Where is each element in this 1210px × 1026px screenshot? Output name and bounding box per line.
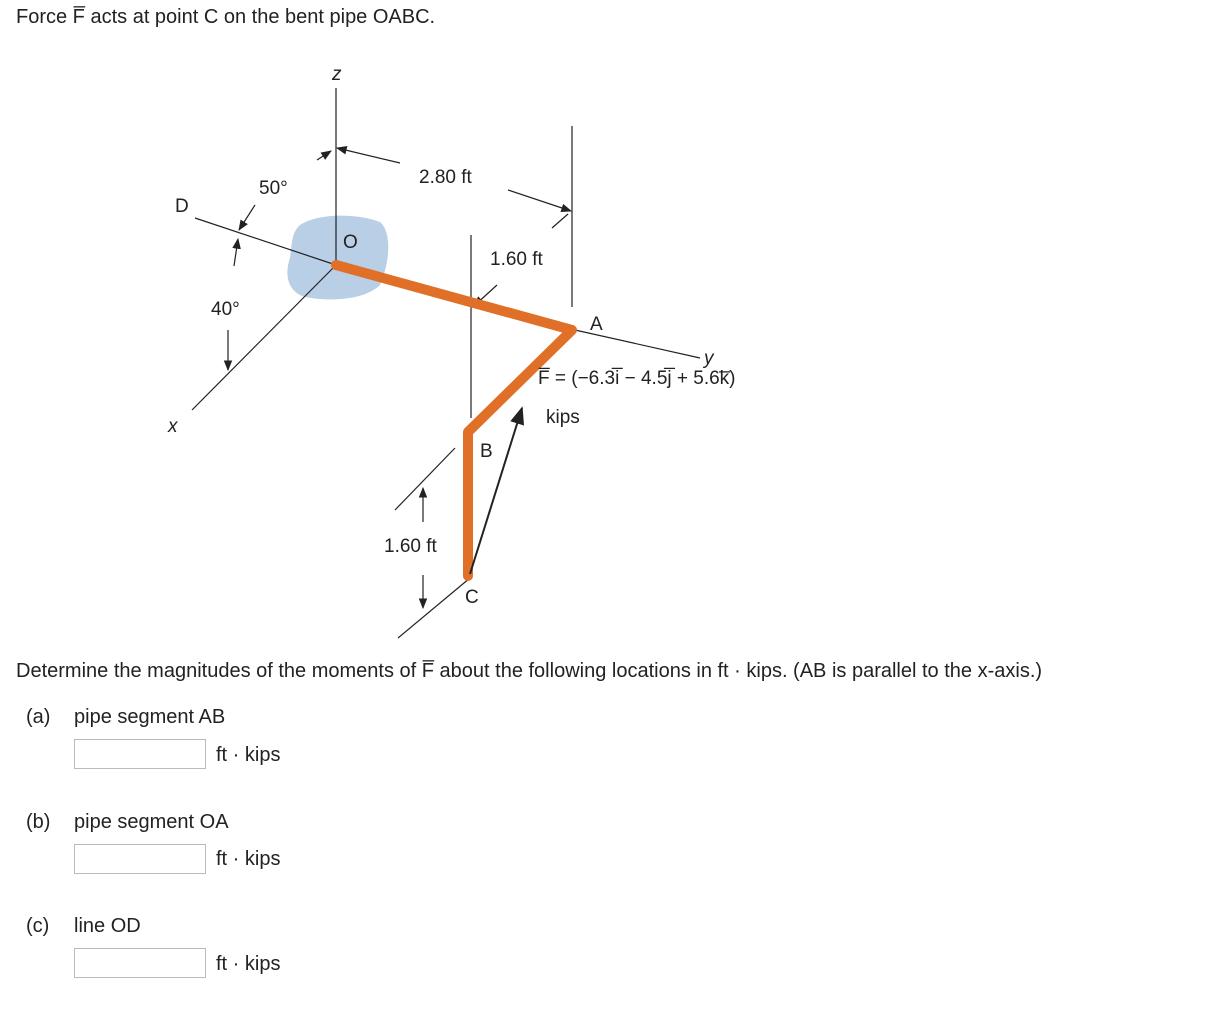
question-text: Determine the magnitudes of the moments of F̅ about the following locations in ft · kips. (AB is parallel to the x-axis.) (16, 660, 1043, 682)
angle-40-label: 40° (211, 299, 240, 320)
part-c-text: line OD (74, 915, 141, 937)
force-expression: F̅ = (−6.3i̅ − 4.5j̅ + 5.6k̅) (538, 368, 736, 389)
point-o-label: O (343, 232, 358, 253)
dim-160-top-label: 1.60 ft (490, 249, 543, 270)
angle-50-tick (234, 239, 238, 266)
dim-280-label: 2.80 ft (419, 167, 472, 188)
dim-160-ext-top (395, 448, 455, 510)
axis-x-label: x (168, 416, 178, 437)
bent-pipe (336, 265, 572, 576)
part-a-text: pipe segment AB (74, 706, 226, 728)
answer-a-input[interactable] (74, 739, 206, 769)
part-a-label: (a) (26, 706, 51, 728)
dim-160-ext-bottom (398, 578, 470, 638)
force-unit: kips (546, 407, 580, 428)
part-c-unit: ft · kips (216, 953, 281, 975)
part-c-label: (c) (26, 915, 50, 937)
dim-280-tick-left (317, 151, 331, 160)
problem-intro: Force F̅ acts at point C on the bent pipe OABC. (16, 6, 436, 28)
answer-b-input[interactable] (74, 844, 206, 874)
force-arrow (470, 408, 522, 574)
point-b-label: B (480, 441, 493, 462)
answer-c-input[interactable] (74, 948, 206, 978)
axis-z-label: z (332, 64, 342, 85)
angle-50-label: 50° (259, 178, 288, 199)
part-a-unit: ft · kips (216, 744, 281, 766)
angle-50-arrow (239, 205, 255, 230)
dim-280-tick-right (552, 214, 568, 228)
wall-support (287, 216, 388, 300)
x-axis-line (192, 265, 336, 410)
dim-280-arrow-left (337, 148, 400, 163)
dim-280-arrow-right (508, 190, 571, 211)
part-b-text: pipe segment OA (74, 811, 229, 833)
part-b-unit: ft · kips (216, 848, 281, 870)
dim-160-bottom-label: 1.60 ft (384, 536, 437, 557)
axis-y-label: y (704, 348, 714, 369)
part-b-label: (b) (26, 811, 51, 833)
point-d-label: D (175, 196, 189, 217)
point-c-label: C (465, 587, 479, 608)
point-a-label: A (590, 314, 603, 335)
